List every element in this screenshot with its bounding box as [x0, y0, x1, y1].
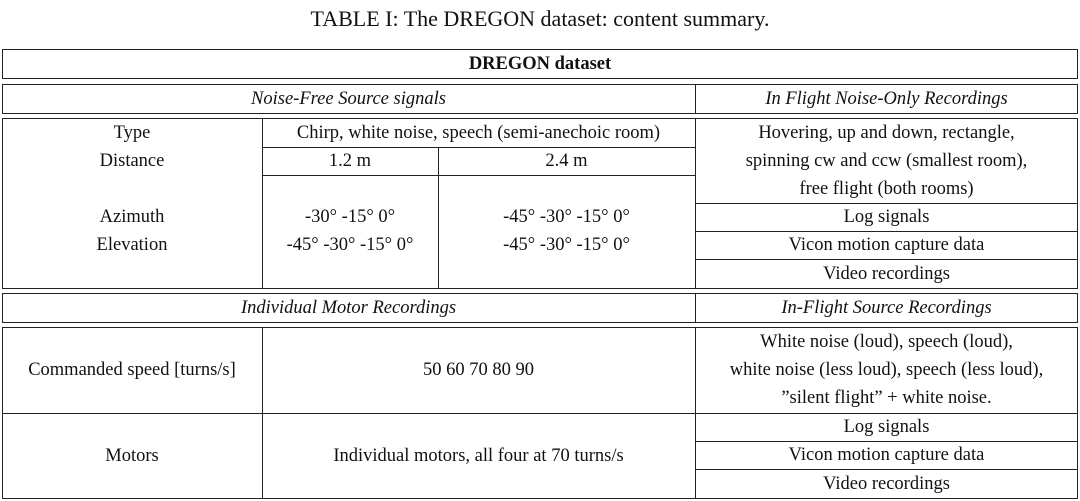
vicon-data-item: Vicon motion capture data: [788, 445, 985, 465]
dataset-header: DREGON dataset: [468, 54, 612, 74]
commanded-speed-label: Commanded speed [turns/s]: [28, 360, 236, 380]
distance-2-4m: 2.4 m: [545, 151, 588, 171]
noise-free-source-header: Noise-Free Source signals: [251, 89, 446, 109]
azimuth-1-2m: -30° -15° 0°: [304, 207, 396, 227]
individual-motor-header: Individual Motor Recordings: [240, 298, 457, 318]
noise-only-line: spinning cw and ccw (smallest room),: [745, 151, 1028, 171]
in-flight-noise-only-header: In Flight Noise-Only Recordings: [765, 89, 1008, 109]
source-recordings-line: ”silent flight” + white noise.: [781, 388, 992, 408]
log-signals-item: Log signals: [843, 417, 930, 437]
video-recordings-item: Video recordings: [823, 263, 950, 284]
elevation-1-2m: -45° -30° -15° 0°: [286, 235, 414, 255]
commanded-speed-value: 50 60 70 80 90: [423, 360, 534, 380]
elevation-label: Elevation: [96, 235, 168, 255]
in-flight-source-header: In-Flight Source Recordings: [781, 298, 992, 318]
elevation-2-4m: -45° -30° -15° 0°: [503, 235, 630, 255]
vicon-data-item: Vicon motion capture data: [788, 235, 985, 255]
azimuth-label: Azimuth: [99, 207, 165, 227]
source-recordings-line: White noise (loud), speech (loud),: [760, 332, 1013, 352]
log-signals-item: Log signals: [843, 207, 930, 227]
distance-1-2m: 1.2 m: [328, 151, 372, 171]
type-label: Type: [113, 123, 151, 143]
noise-only-line: Hovering, up and down, rectangle,: [758, 123, 1015, 143]
source-recordings-line: white noise (less loud), speech (less loud),: [729, 360, 1044, 380]
table-caption: TABLE I: The DREGON dataset: content summary.: [310, 6, 770, 31]
noise-only-line: free flight (both rooms): [799, 179, 974, 199]
motors-value: Individual motors, all four at 70 turns/s: [333, 446, 624, 466]
motors-label: Motors: [105, 446, 159, 466]
azimuth-2-4m: -45° -30° -15° 0°: [503, 207, 630, 227]
distance-label: Distance: [99, 151, 165, 171]
video-recordings-item: Video recordings: [823, 473, 950, 494]
type-value: Chirp, white noise, speech (semi-anechoic room): [296, 123, 661, 143]
